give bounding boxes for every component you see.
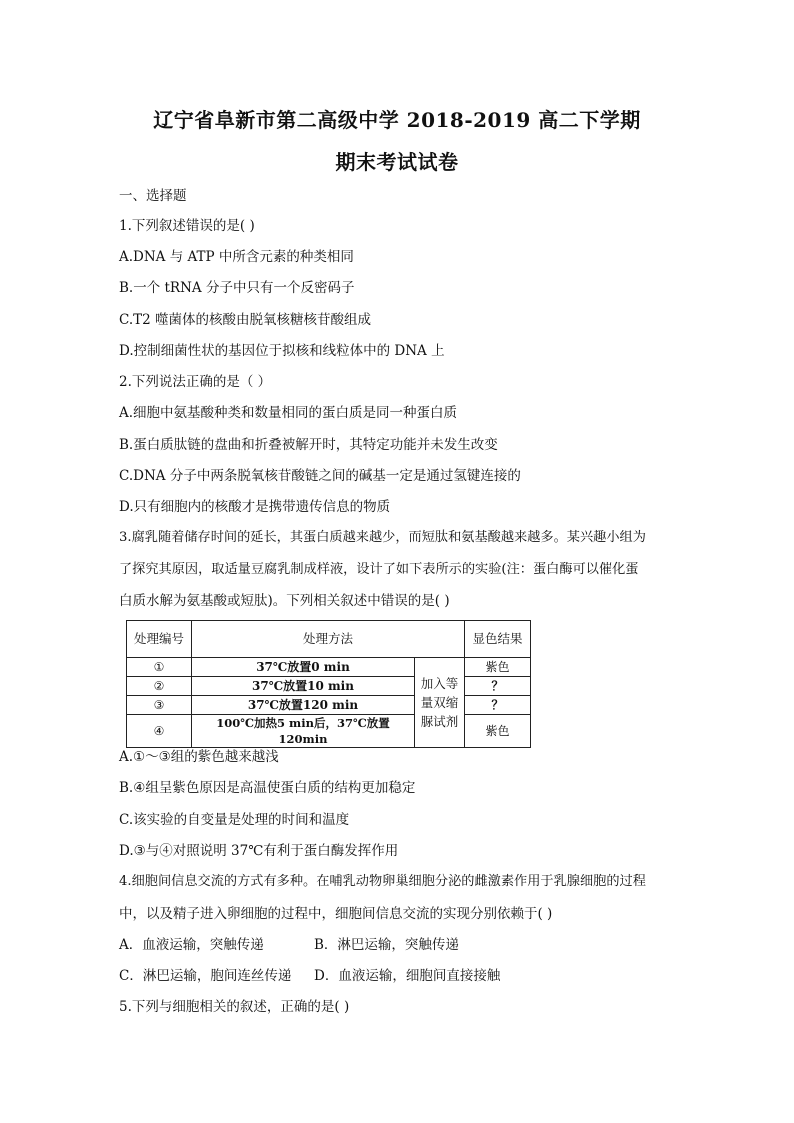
q3-option-c: C.该实验的自变量是处理的时间和温度 — [119, 812, 350, 828]
q4-option-a: A．血液运输，突触传递 — [119, 937, 264, 953]
table-header-row — [127, 621, 531, 658]
header-result: 显色结果 — [465, 621, 531, 658]
reagent-line: 量双缩 — [420, 695, 459, 710]
q3-stem-line-3: 白质水解为氨基酸或短肽)。下列相关叙述中错误的是( ) — [119, 593, 450, 609]
q2-option-b: B.蛋白质肽链的盘曲和折叠被解开时，其特定功能并未发生改变 — [119, 437, 498, 453]
row-id: ① — [127, 658, 192, 677]
header-method: 处理方法 — [192, 621, 465, 658]
table-row — [127, 696, 531, 715]
q1-option-a: A.DNA 与 ATP 中所含元素的种类相同 — [119, 249, 354, 265]
q5-stem: 5.下列与细胞相关的叙述，正确的是( ) — [119, 999, 350, 1015]
q1-option-d: D.控制细菌性状的基因位于拟核和线粒体中的 DNA 上 — [119, 343, 445, 359]
table-row — [127, 715, 531, 748]
reagent-cell — [415, 658, 465, 748]
q3-stem-line-2: 了探究其原因，取适量豆腐乳制成样液，设计了如下表所示的实验(注：蛋白酶可以催化蛋 — [119, 562, 639, 577]
q2-stem: 2.下列说法正确的是（ ） — [119, 374, 272, 390]
q1-option-c: C.T2 噬菌体的核酸由脱氧核糖核苷酸组成 — [119, 312, 372, 328]
q4-option-c: C．淋巴运输，胞间连丝传递 — [119, 968, 292, 984]
row-result: ？ — [465, 677, 531, 696]
q2-option-c: C.DNA 分子中两条脱氧核苷酸链之间的碱基一定是通过氢键连接的 — [119, 468, 521, 484]
row-result: 紫色 — [465, 658, 531, 677]
q1-option-b: B.一个 tRNA 分子中只有一个反密码子 — [119, 280, 355, 296]
q4-option-d: D．血液运输，细胞间直接接触 — [314, 968, 501, 984]
q4-stem-line-1: 4.细胞间信息交流的方式有多种。在哺乳动物卵巢细胞分泌的雌激素作用于乳腺细胞的过程 — [119, 874, 646, 889]
q2-option-d: D.只有细胞内的核酸才是携带遗传信息的物质 — [119, 499, 391, 515]
q4-stem-line-2: 中，以及精子进入卵细胞的过程中，细胞间信息交流的实现分别依赖于( ) — [119, 906, 553, 922]
row-method: 37℃放置0 min — [192, 658, 415, 677]
reagent-line: 加入等 — [420, 676, 459, 691]
q3-option-a: A.①～③组的紫色越来越浅 — [119, 749, 279, 765]
q4-option-b: B．淋巴运输，突触传递 — [314, 937, 459, 953]
q2-option-a: A.细胞中氨基酸种类和数量相同的蛋白质是同一种蛋白质 — [119, 405, 458, 421]
row-method: 37℃放置120 min — [192, 696, 415, 715]
row-id: ③ — [127, 696, 192, 715]
row-method: 37℃放置10 min — [192, 677, 415, 696]
section-heading: 一、选择题 — [119, 188, 187, 204]
row-id: ④ — [127, 715, 192, 748]
row-result: 紫色 — [465, 715, 531, 748]
table-row — [127, 677, 531, 696]
q1-stem: 1.下列叙述错误的是( ) — [119, 218, 255, 234]
row-id: ② — [127, 677, 192, 696]
row-method: 100℃加热5 min后，37℃放置120min — [192, 715, 415, 748]
row-result: ？ — [465, 696, 531, 715]
table-row — [127, 658, 531, 677]
header-id: 处理编号 — [127, 621, 192, 658]
q3-option-d: D.③与④对照说明 37℃有利于蛋白酶发挥作用 — [119, 843, 399, 859]
exam-title: 辽宁省阜新市第二高级中学 2018-2019 高二下学期 — [153, 108, 641, 132]
exam-subtitle: 期末考试试卷 — [335, 150, 459, 174]
experiment-table — [126, 620, 531, 748]
reagent-line: 脲试剂 — [420, 714, 459, 729]
q3-option-b: B.④组呈紫色原因是高温使蛋白质的结构更加稳定 — [119, 780, 416, 796]
q3-stem-line-1: 3.腐乳随着储存时间的延长，其蛋白质越来越少，而短肽和氨基酸越来越多。某兴趣小组为 — [119, 530, 646, 545]
